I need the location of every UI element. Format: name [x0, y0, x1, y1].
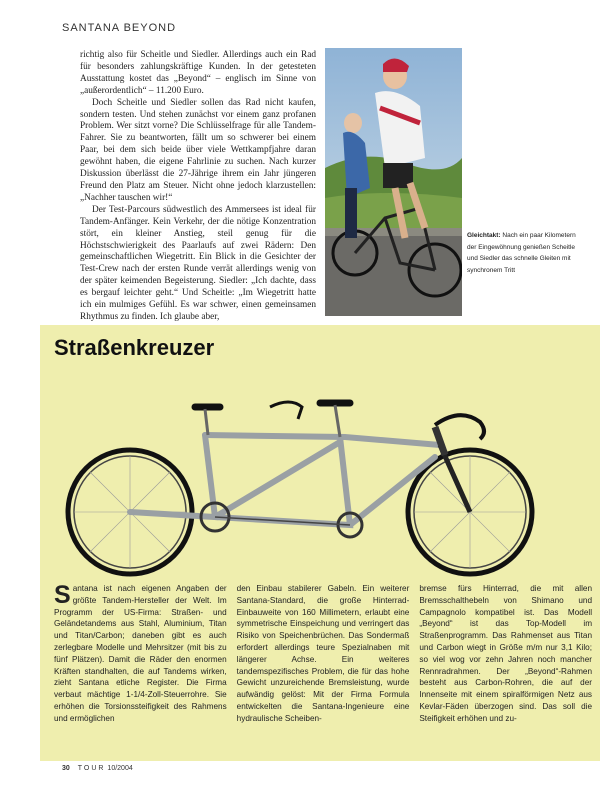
- page-number: 30: [62, 765, 70, 772]
- info-box: [40, 325, 600, 761]
- page-footer: [62, 765, 133, 772]
- caption-text: Nach ein paar Kilometern der Eingewöhnung genießen Scheitle und Siedler das schnelle Gleiten mit synchronem Tritt: [467, 232, 576, 274]
- issue-number: 10/2004: [107, 765, 133, 772]
- tandem-bike-image: [40, 367, 600, 597]
- paragraph: Doch Scheitle und Siedler sollen das Rad nicht kaufen, sondern testen. Und stehen zunächst vor einem ganz profanen Problem. Wer sitzt vorne? Die Schlüsselfrage für alle Tandem-Fahrer. Sie zu beantworten, fällt um so schwerer bei einem Paar, bei dem sich beide über viele Wettkampfjahre daran gewöhnt haben, die eigene Fahrlinie zu suchen. Nach kurzer Diskussion überlässt die 27-Jährige ihrem ein Jahr jüngeren Freund den Platz am Steuer. Nicht ohne jedoch klarzustellen: „Nachher tauschen wir!“: [80, 97, 316, 203]
- photo-caption: [467, 230, 577, 276]
- box-column-2: den Einbau stabilerer Gabeln. Ein weiterer Santana-Standard, die große Hinterrad-Einbauweite von 160 Millimetern, erlaubt eine symmetrische Einspeichung und verringert das Risiko von Speichenbrüchen. Das Sondermaß erfordert allerdings teure Spezialnaben mit längerer Achse. Ein weiteres tandemspezifisches Problem, die für das hohe Gewicht unzureichende Bremsleistung, wurde aufwändig gelöst: Mit der Firma Formula entwickelten die Santana-Ingenieure eine hydraulische Scheiben-: [236, 584, 410, 723]
- magazine-name: TOUR: [77, 765, 106, 772]
- section-header: SANTANA BEYOND: [62, 22, 177, 34]
- box-column-1: [54, 583, 227, 725]
- paragraph: richtig also für Scheitle und Siedler. Allerdings auch ein Rad für besonders zahlungskräftige Kunden. In der getesteten Ausstattung kostet das „Beyond“ – englisch im Sinne von „außerordentlich“ – 11.200 Euro.: [80, 50, 316, 96]
- drop-cap: S: [54, 581, 71, 609]
- riders-photo: [325, 48, 462, 316]
- box-columns: [54, 583, 592, 725]
- box-column-3: bremse fürs Hinterrad, die mit allen Bremsschalthebeln von Shimano und Campagnolo kompatibel ist. Das Modell „Beyond“ ist das Top-Modell im Straßenprogramm. Das Rahmenset aus Titan und Carbon wiegt in Größe m/m nur 3,1 Kilo; so viel wog vor zehn Jahren noch mancher Rennradrahmen. Der „Beyond“-Rahmen besteht aus Carbon-Rohren, die auf der Innenseite mit einem spiralförmigen Netz aus Kevlar-Fäden überzogen sind. Das soll die Steifigkeit erhöhen und zu-: [419, 584, 593, 723]
- article-top-column: [80, 50, 316, 324]
- column-text: antana ist nach eigenen Angaben der größte Tandem-Hersteller der Welt. Im Programm der US-Firma: Straßen- und Geländetandems aus Stahl, Aluminium, Titan und Titan/Carbon; daneben gibt es auch zerlegbare Modelle und Mehrsitzer (mit bis zu fünf Plätzen). Damit die Räder den enormen Kräften standhalten, die auf Tandems wirken, zieht Santana etliche Register. Die Firma verbaut mächtige 1-1/4-Zoll-Steuerrohre. Sie erhöhen die Torsionssteifigkeit des Rahmens und ermöglichen: [54, 584, 227, 723]
- caption-lead: Gleichtakt:: [467, 232, 501, 239]
- box-title: Straßenkreuzer: [54, 335, 215, 360]
- paragraph: Der Test-Parcours südwestlich des Ammersees ist ideal für Tandem-Anfänger. Kein Verkehr, der die nötige Konzentration stört, ein kleiner Anstieg, steil genug für die Höchstschwierigkeit des Paarlaufs auf zwei Rädern: Den gemeinschaftlichen Wiegetritt. Ein Blick in die Gesichter der Test-Crew nach der ersten Runde verrät allerdings wenig von der später keimenden Begeisterung. Siedler: „Ich dachte, dass es bergauf leichter geht.“ Und Scheitle: „Im Wiegetritt hatte ich ein mulmiges Gefühl. Es war schwer, einen gemeinsamen Rhythmus zu finden. Ich glaube aber,: [80, 204, 316, 322]
